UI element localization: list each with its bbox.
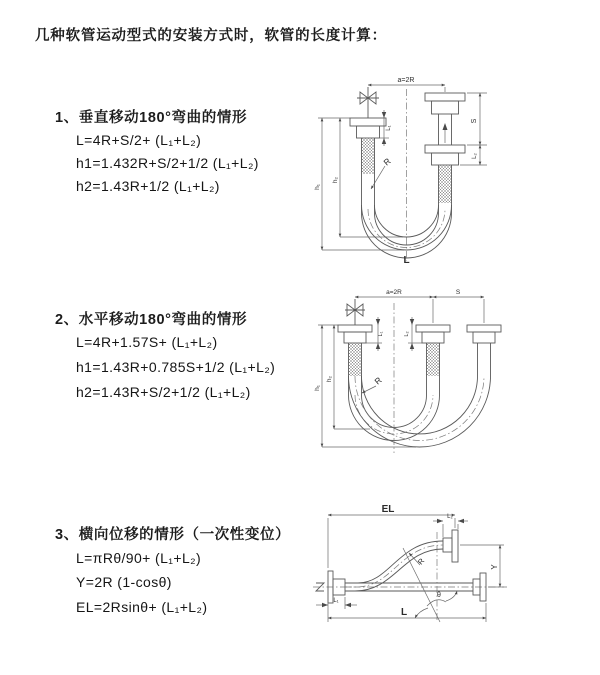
section3-formula-L: L=πRθ/90+ (L₁+L₂) <box>76 550 202 566</box>
d2-dimension-lines <box>318 297 484 447</box>
section1-formula-h2: h2=1.43R+1/2 (L₁+L₂) <box>76 178 220 194</box>
diagram-vertical-180-bend <box>310 65 600 265</box>
d3-radius-label: R <box>415 556 427 567</box>
d3-displaced-hose <box>345 530 458 591</box>
section3-formula-Y: Y=2R (1-cosθ) <box>76 574 172 590</box>
diagram-lateral-displacement <box>300 500 600 655</box>
d2-radius-label: R <box>372 374 384 387</box>
d2-fitting2-dim-label: L₂ <box>404 331 410 337</box>
d1-right-fitting <box>425 93 465 213</box>
section2-formula-h1: h1=1.43R+0.785S+1/2 (L₁+L₂) <box>76 359 276 375</box>
d1-h1-dim-label: h₁ <box>314 184 321 190</box>
section3-formula-EL: EL=2Rsinθ+ (L₁+L₂) <box>76 599 208 615</box>
d3-el-dim-label: EL <box>381 504 395 515</box>
d2-h1-dim-label: h₁ <box>314 385 321 391</box>
d1-left-fitting <box>350 118 386 213</box>
d2-stroke-dim-label: S <box>455 289 461 296</box>
d2-fitting1-dim-label: L₁ <box>378 331 384 337</box>
d2-span-dim-label: a=2R <box>386 289 402 296</box>
section2-heading: 2、水平移动180°弯曲的情形 <box>55 312 248 328</box>
diagram-horizontal-180-bend <box>312 283 592 463</box>
d1-radius-label: R <box>381 155 393 168</box>
page-title: 几种软管运动型式的安装方式时，软管的长度计算： <box>35 28 387 44</box>
d1-length-label: L <box>403 255 410 266</box>
d1-span-dim-label: a=2R <box>397 77 415 84</box>
section1-formula-L: L=4R+S/2+ (L₁+L₂) <box>76 132 202 148</box>
d1-dimension-lines <box>318 85 487 250</box>
section1-heading: 1、垂直移动180°弯曲的情形 <box>55 110 248 126</box>
d1-h2-dim-label: h₂ <box>332 176 339 184</box>
section1-formula-h1: h1=1.432R+S/2+1/2 (L₁+L₂) <box>76 155 259 171</box>
d1-stroke-dim-label: S <box>471 118 478 124</box>
d3-length-label: L <box>400 607 408 618</box>
section3-heading: 3、横向位移的情形（一次性变位） <box>55 527 291 543</box>
d3-theta-label: θ <box>437 592 441 599</box>
d1-fitting2-dim-label: L₂ <box>472 153 478 159</box>
d1-valve-icon <box>357 87 379 118</box>
d2-h2-dim-label: h₂ <box>326 375 333 383</box>
d3-y-dim-label: Y <box>490 564 499 570</box>
d2-hose-curves <box>349 303 491 453</box>
d1-hose-curves <box>362 89 452 261</box>
d3-labels <box>333 504 499 618</box>
d3-l1-dim-label: L₁ <box>333 598 339 604</box>
d3-l2-dim-label: L₂ <box>447 514 453 520</box>
d3-dimension-lines <box>316 515 504 622</box>
section2-formula-h2: h2=1.43R+S/2+1/2 (L₁+L₂) <box>76 384 251 400</box>
d2-valve-icon <box>345 299 365 325</box>
section2-formula-L: L=4R+1.57S+ (L₁+L₂) <box>76 334 218 350</box>
d1-fitting1-dim-label: L₁ <box>386 125 392 131</box>
d1-labels <box>314 77 478 266</box>
